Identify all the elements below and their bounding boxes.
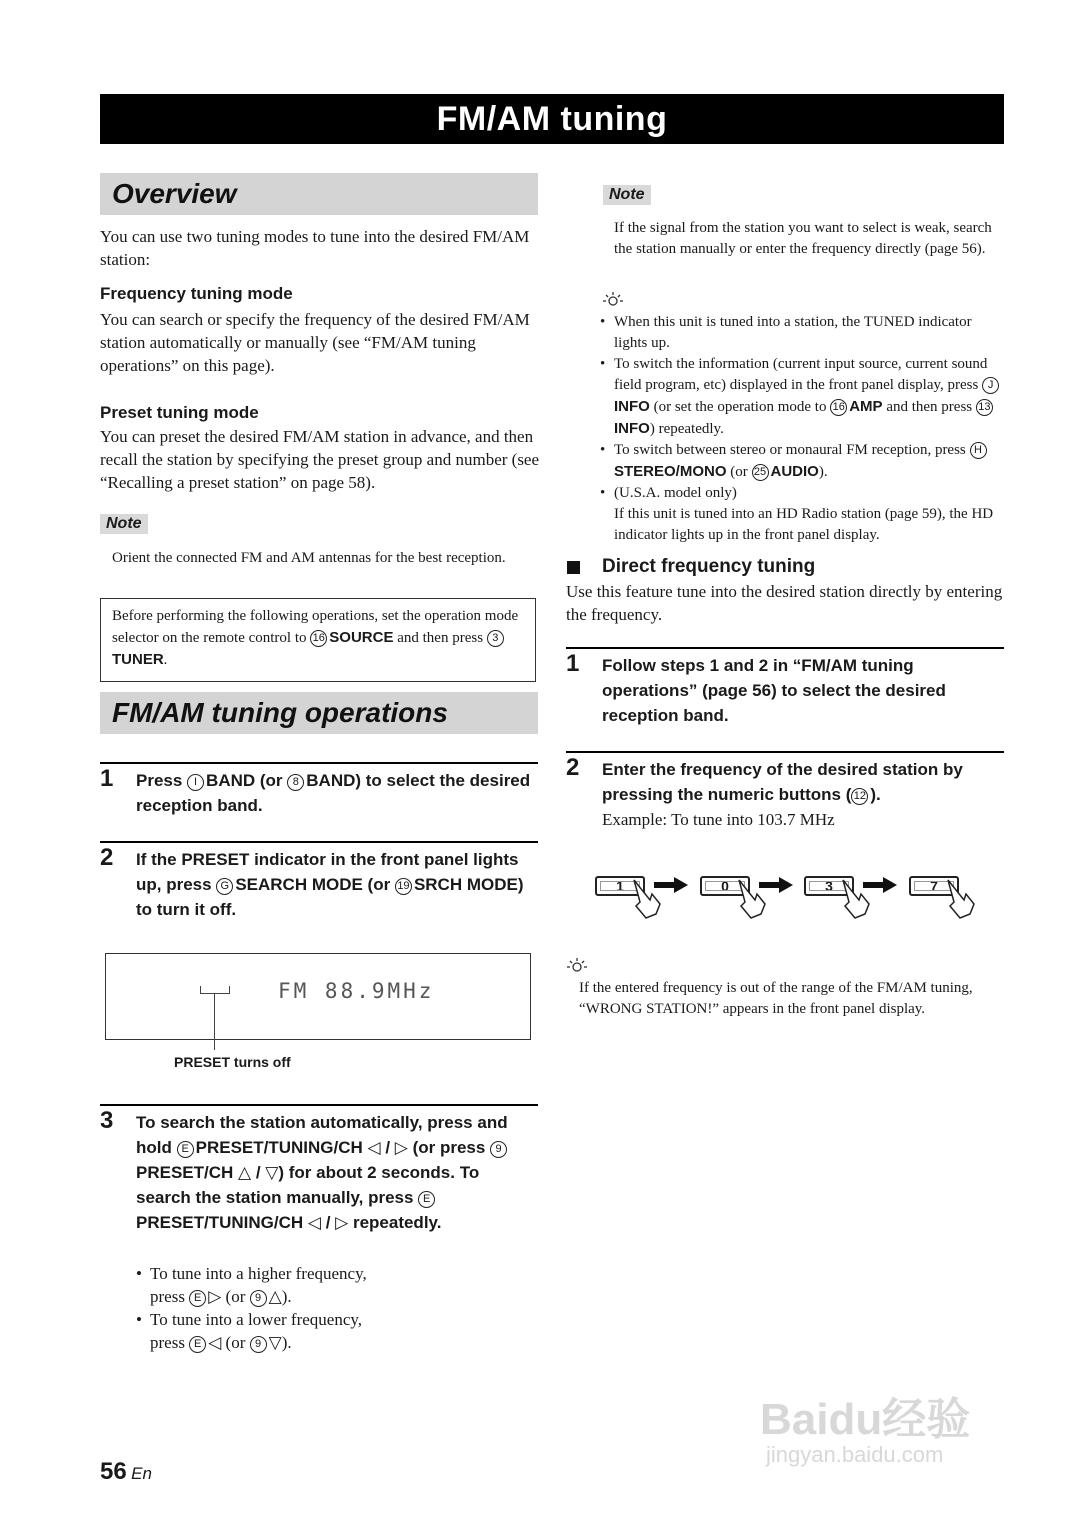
arrow-right-icon (654, 877, 688, 893)
direct-tuning-text: Use this feature tune into the desired station directly by entering the frequency. (566, 582, 1003, 624)
step-1-text: Press I BAND (or 8 BAND) to select the desired reception band. (136, 771, 531, 815)
note-label: Note (603, 185, 651, 205)
numeric-key: 0 (700, 876, 750, 896)
step-3-text: To search the station automatically, press and hold E PRESET/TUNING/CH ◁ / ▷ (or press 9PRESET/CH △ / ▽) for about 2 seconds. To search the station manually, press EPRESET/TUNING/CH ◁ / ▷ repeatedly. (136, 1113, 508, 1232)
callout-line (214, 994, 215, 1050)
button-16-icon: 16 (830, 399, 847, 416)
direct-step-2-text: Enter the frequency of the desired station by pressing the numeric buttons ( 12 ). (602, 760, 963, 804)
button-i-icon: I (187, 774, 204, 791)
button-9-icon: 9 (250, 1290, 267, 1307)
list-item: • To switch the information (current input source, current sound field program, etc) displayed in the front panel display, press JINFO (or set the operation mode to 16 AMP and then press 13INFO) repeatedly. (600, 354, 1005, 440)
watermark-url: jingyan.baidu.com (766, 1442, 944, 1467)
divider (566, 647, 1004, 649)
display-caption: PRESET turns off (174, 1054, 291, 1070)
button-8-icon: 8 (287, 774, 304, 791)
button-e-icon: E (418, 1191, 435, 1208)
tips-list (600, 312, 1005, 546)
numeric-key: 1 (595, 876, 645, 896)
button-e-icon: E (189, 1290, 206, 1307)
direct-tuning-heading: Direct frequency tuning (602, 556, 816, 577)
button-13-icon: 13 (976, 399, 993, 416)
list-item: • To tune into a higher frequency, press E ▷ (or 9 △). (136, 1262, 536, 1308)
range-tip-text: If the entered frequency is out of the range of the FM/AM tuning, “WRONG STATION!” appears in the front panel display. (579, 980, 973, 1017)
numeric-key: 3 (804, 876, 854, 896)
list-item: • To tune into a lower frequency, press E ◁ (or 9 ▽). (136, 1308, 536, 1354)
arrow-right-icon (759, 877, 793, 893)
key-sequence-graphic (590, 866, 990, 922)
divider (100, 762, 538, 764)
note-text: If the signal from the station you want to select is weak, search the station manually or enter the frequency directly (page 56). (614, 220, 992, 257)
step-number: 1 (100, 765, 114, 792)
list-item: • (U.S.A. model only) If this unit is tuned into an HD Radio station (page 59), the HD indicator lights up in the front panel display. (600, 483, 1005, 546)
step-number: 2 (566, 754, 580, 781)
step-number: 2 (100, 844, 114, 871)
tuning-tips-list (136, 1262, 536, 1354)
button-16-icon: 16 (310, 630, 327, 647)
note-text: Orient the connected FM and AM antennas for the best reception. (112, 550, 506, 566)
direct-step-1-text: Follow steps 1 and 2 in “FM/AM tuning operations” (page 56) to select the desired reception band. (602, 656, 946, 725)
divider (100, 841, 538, 843)
tip-icon (567, 957, 587, 973)
watermark-logo: Baidu经验 (760, 1395, 971, 1444)
list-item: • When this unit is tuned into a station, the TUNED indicator lights up. (600, 312, 1005, 354)
step-number: 3 (100, 1107, 114, 1134)
overview-heading: Overview (100, 173, 538, 215)
example-text: Example: To tune into 103.7 MHz (602, 810, 835, 829)
button-e-icon: E (177, 1141, 194, 1158)
step-number: 1 (566, 650, 580, 677)
overview-intro: You can use two tuning modes to tune into the desired FM/AM station: (100, 227, 530, 269)
divider (100, 1104, 538, 1106)
freq-mode-text: You can search or specify the frequency of the desired FM/AM station automatically or manually (see “FM/AM tuning operations” on this page). (100, 310, 530, 375)
operation-mode-box: Before performing the following operations, set the operation mode selector on the remote control to 16 SOURCE and then press 3TUNER. (100, 598, 536, 682)
button-g-icon: G (216, 878, 233, 895)
button-j-icon: J (982, 377, 999, 394)
preset-mode-heading: Preset tuning mode (100, 403, 259, 422)
page-number: 56 En (100, 1458, 152, 1485)
page-title: FM/AM tuning (100, 94, 1004, 144)
display-frequency: FM 88.9MHz (278, 979, 435, 1003)
button-9-icon: 9 (250, 1336, 267, 1353)
divider (566, 751, 1004, 753)
button-9-icon: 9 (490, 1141, 507, 1158)
finger-press-icon (948, 880, 974, 918)
operations-heading: FM/AM tuning operations (100, 692, 538, 734)
button-3-icon: 3 (487, 630, 504, 647)
list-item: • To switch between stereo or monaural FM reception, press HSTEREO/MONO (or 25 AUDIO). (600, 440, 1005, 483)
button-12-icon: 12 (851, 788, 868, 805)
button-19-icon: 19 (395, 878, 412, 895)
square-bullet-icon (567, 561, 580, 574)
numeric-key: 7 (909, 876, 959, 896)
preset-mode-text: You can preset the desired FM/AM station in advance, and then recall the station by specifying the preset group and number (see “Recalling a preset station” on page 58). (100, 427, 540, 492)
step-2-text: If the PRESET indicator in the front panel lights up, press G SEARCH MODE (or 19 SRCH MODE) to turn it off. (136, 850, 524, 919)
button-25-icon: 25 (752, 464, 769, 481)
note-label: Note (100, 514, 148, 534)
tip-icon (603, 291, 623, 307)
freq-mode-heading: Frequency tuning mode (100, 284, 293, 303)
button-h-icon: H (970, 442, 987, 459)
preset-indicator-icon (200, 986, 230, 994)
button-e-icon: E (189, 1336, 206, 1353)
arrow-right-icon (863, 877, 897, 893)
